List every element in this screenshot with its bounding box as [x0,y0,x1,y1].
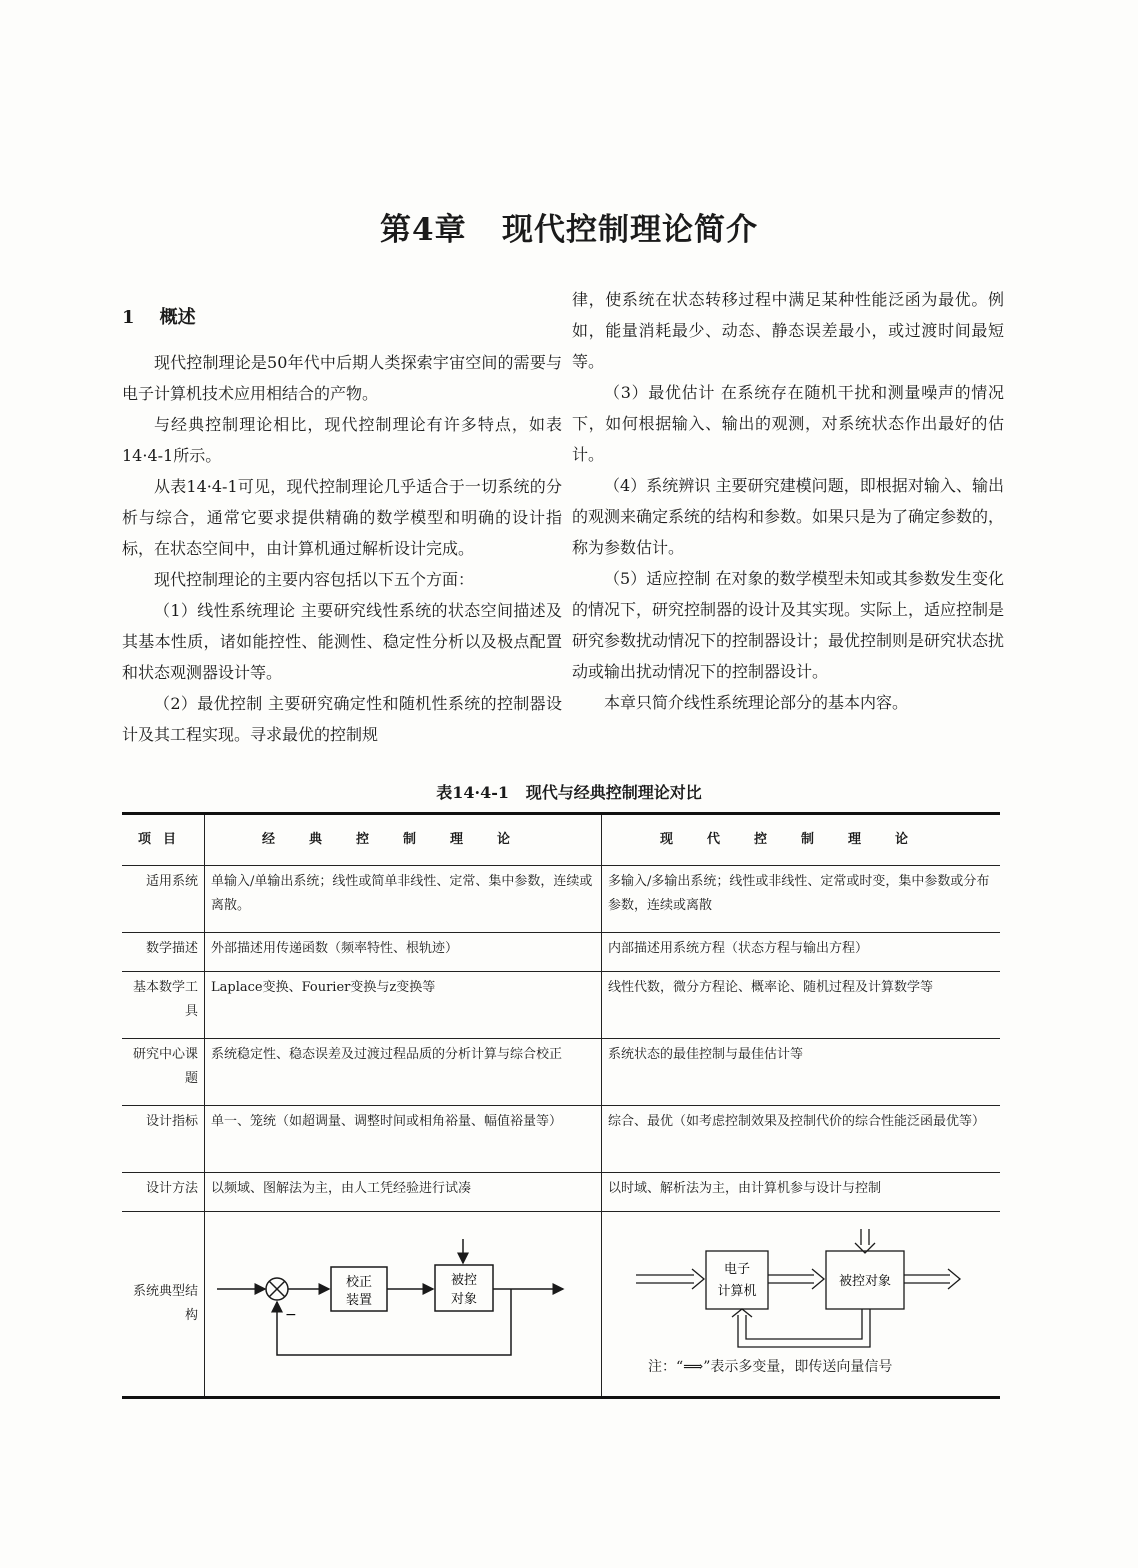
row-modern: 内部描述用系统方程（状态方程与输出方程） [602,933,1001,972]
control-double-arrow [768,1269,824,1289]
classic-structure-cell [205,1212,602,1398]
modern-block-diagram [608,1229,988,1359]
right-column [572,284,1004,718]
table-row [122,866,1000,933]
row-classic: 外部描述用传递函数（频率特性、根轨迹） [205,933,602,972]
header-item: 项目 [122,814,205,866]
table-row [122,933,1000,972]
plant-label-2: 对象 [450,1292,478,1307]
row-item: 设计指标 [122,1106,205,1173]
header-classic: 经典控制理论 [205,814,602,866]
row-item: 数学描述 [122,933,205,972]
row-modern: 综合、最优（如考虑控制效果及控制代价的综合性能泛函最优等） [602,1106,1001,1173]
diagram-note: 注：“⟹”表示多变量，即传送向量信号 [648,1359,893,1375]
paragraph: （3）最优估计 在系统存在随机干扰和测量噪声的情况下，如何根据输入、输出的观测，对系统状态作出最好的估计。 [572,383,1004,464]
plant-label: 被控对象 [838,1274,892,1289]
comparison-table [122,812,1000,1399]
table-header-row [122,814,1000,866]
row-classic: 单一、笼统（如超调量、调整时间或相角裕量、幅值裕量等） [205,1106,602,1173]
paragraph: 本章只简介线性系统理论部分的基本内容。 [604,693,909,712]
row-modern: 多输入/多输出系统；线性或非线性、定常或时变，集中参数或分布参数，连续或离散 [602,866,1001,933]
row-item: 基本数学工具 [122,972,205,1039]
paragraph: 与经典控制理论相比，现代控制理论有许多特点，如表14·4-1所示。 [122,415,562,465]
row-classic: Laplace变换、Fourier变换与z变换等 [205,972,602,1039]
section-number: 1 [122,307,135,328]
row-modern: 以时域、解析法为主，由计算机参与设计与控制 [602,1173,1001,1212]
compensator-label-2: 装置 [345,1293,373,1308]
table-row [122,1106,1000,1173]
table-row [122,972,1000,1039]
table-row [122,1212,1000,1398]
summing-junction [266,1278,288,1300]
row-item: 设计方法 [122,1173,205,1212]
paragraph: 从表14·4-1可见，现代控制理论几乎适合于一切系统的分析与综合，通常它要求提供精确的数学模型和明确的设计指标，在状态空间中，由计算机通过解析设计完成。 [122,477,562,558]
header-modern: 现代控制理论 [602,814,1001,866]
modern-structure-cell [602,1212,1001,1398]
paragraph: （4）系统辨识 主要研究建模问题，即根据对输入、输出的观测来确定系统的结构和参数。如果只是为了确定参数的，称为参数估计。 [572,476,1005,557]
section-title: 概述 [159,307,196,328]
paragraph: 律，使系统在状态转移过程中满足某种性能泛函为最优。例如，能量消耗最少、动态、静态误差最小，或过渡时间最短等。 [572,290,1004,371]
chapter-title: 第4章 现代控制理论简介 [380,212,758,248]
classic-block-diagram [211,1239,591,1369]
input-double-arrow [636,1269,704,1289]
computer-label-2: 计算机 [717,1284,757,1299]
row-classic: 以频域、图解法为主，由人工凭经验进行试凑 [205,1173,602,1212]
paragraph: （2）最优控制 主要研究确定性和随机性系统的控制器设计及其工程实现。寻求最优的控制规 [122,694,562,744]
row-classic: 系统稳定性、稳态误差及过渡过程品质的分析计算与综合校正 [205,1039,602,1106]
table-title: 表14·4-1 现代与经典控制理论对比 [436,783,702,802]
row-modern: 线性代数，微分方程论、概率论、随机过程及计算数学等 [602,972,1001,1039]
left-column [122,284,562,750]
paragraph: （5）适应控制 在对象的数学模型未知或其参数发生变化的情况下，研究控制器的设计及其实现。实际上，适应控制是研究参数扰动情况下的控制器设计；最优控制则是研究状态扰动或输出扰动情况下的控制器设计。 [572,569,1005,681]
feedback-double-path [732,1309,870,1347]
table-row [122,1173,1000,1212]
section-heading [122,302,562,333]
table-row [122,1039,1000,1106]
disturbance-double-arrow [855,1229,875,1253]
row-classic: 单输入/单输出系统；线性或简单非线性、定常、集中参数，连续或离散。 [205,866,602,933]
paragraph: 现代控制理论的主要内容包括以下五个方面： [154,570,475,589]
plant-label-1: 被控 [450,1273,478,1288]
computer-block [706,1251,768,1309]
feedback-sign: − [285,1307,297,1323]
row-item: 研究中心课题 [122,1039,205,1106]
row-item: 适用系统 [122,866,205,933]
compensator-label-1: 校正 [345,1275,373,1290]
paragraph: 现代控制理论是50年代中后期人类探索宇宙空间的需要与电子计算机技术应用相结合的产物。 [122,353,562,403]
output-double-arrow [904,1269,960,1289]
row-modern: 系统状态的最佳控制与最佳估计等 [602,1039,1001,1106]
row-item: 系统典型结构 [122,1212,205,1398]
paragraph: （1）线性系统理论 主要研究线性系统的状态空间描述及其基本性质，诸如能控性、能测性、稳定性分析以及极点配置和状态观测器设计等。 [122,601,562,682]
computer-label-1: 电子 [723,1262,751,1277]
